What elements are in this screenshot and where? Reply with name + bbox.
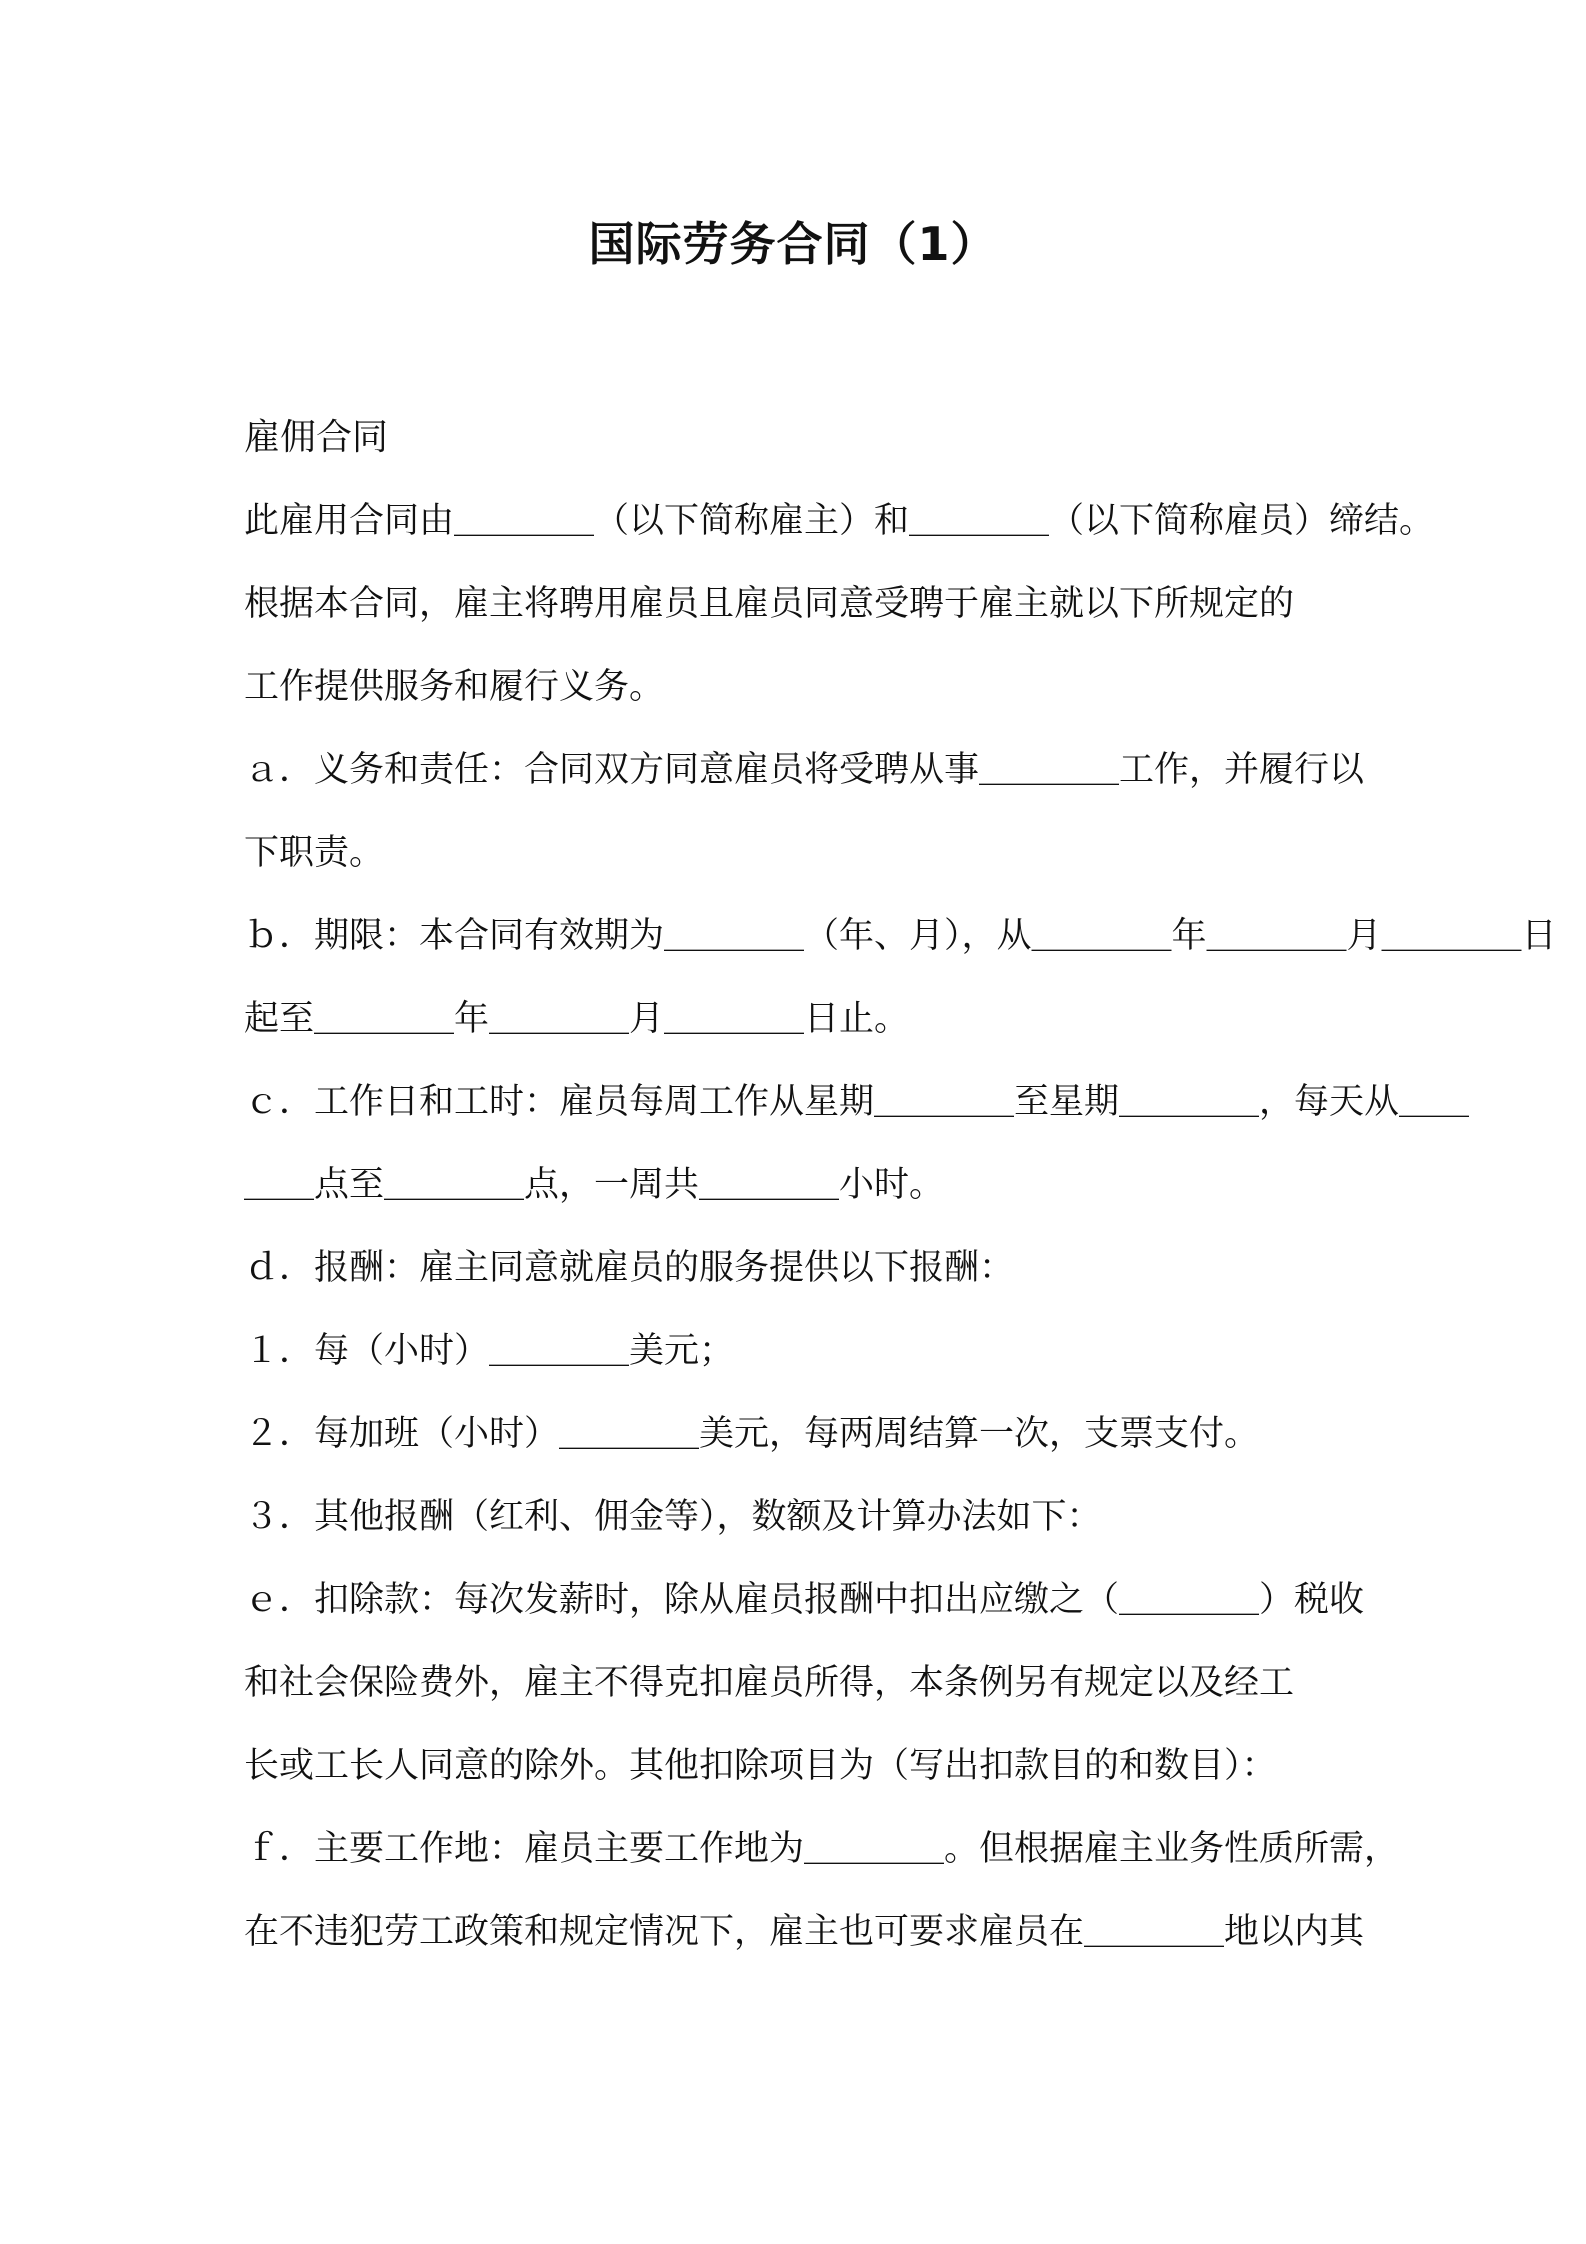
text-line: 此雇用合同由＿＿＿＿（以下简称雇主）和＿＿＿＿（以下简称雇员）缔结。 <box>244 501 1435 541</box>
text-line: 工作提供服务和履行义务。 <box>244 667 665 707</box>
clause-b-line: 起至＿＿＿＿年＿＿＿＿月＿＿＿＿日止。 <box>244 999 910 1039</box>
document-title: 国际劳务合同（1） <box>588 217 998 271</box>
document-body <box>244 408 1557 1985</box>
clause-d-item-1: １．每（小时）＿＿＿＿美元； <box>244 1331 735 1371</box>
clause-d-item-2: ２．每加班（小时）＿＿＿＿美元，每两周结算一次，支票支付。 <box>244 1414 1260 1454</box>
clause-e-line: ｅ．扣除款：每次发薪时，除从雇员报酬中扣出应缴之（＿＿＿＿）税收 <box>244 1580 1365 1620</box>
clause-a-line: 下职责。 <box>244 833 385 873</box>
clause-f-line: ｆ．主要工作地：雇员主要工作地为＿＿＿＿。但根据雇主业务性质所需， <box>244 1829 1400 1869</box>
clause-d-line: ｄ．报酬：雇主同意就雇员的服务提供以下报酬： <box>244 1248 1015 1288</box>
section-heading: 雇佣合同 <box>244 417 389 458</box>
text-line: 根据本合同，雇主将聘用雇员且雇员同意受聘于雇主就以下所规定的 <box>244 584 1295 624</box>
clause-e-line: 和社会保险费外，雇主不得克扣雇员所得，本条例另有规定以及经工 <box>244 1663 1295 1703</box>
clause-b-line: ｂ．期限：本合同有效期为＿＿＿＿（年、月），从＿＿＿＿年＿＿＿＿月＿＿＿＿日 <box>244 916 1557 956</box>
clause-e-line: 长或工长人同意的除外。其他扣除项目为（写出扣款目的和数目）： <box>244 1746 1277 1786</box>
clause-c-line: ｃ．工作日和工时：雇员每周工作从星期＿＿＿＿至星期＿＿＿＿，每天从＿＿ <box>244 1082 1470 1122</box>
clause-a-line: ａ．义务和责任：合同双方同意雇员将受聘从事＿＿＿＿工作，并履行以 <box>244 750 1365 790</box>
clause-f-line: 在不违犯劳工政策和规定情况下，雇主也可要求雇员在＿＿＿＿地以内其 <box>244 1912 1365 1952</box>
clause-d-item-3: ３．其他报酬（红利、佣金等），数额及计算办法如下： <box>244 1497 1102 1537</box>
clause-c-line: ＿＿点至＿＿＿＿点，一周共＿＿＿＿小时。 <box>244 1165 945 1205</box>
